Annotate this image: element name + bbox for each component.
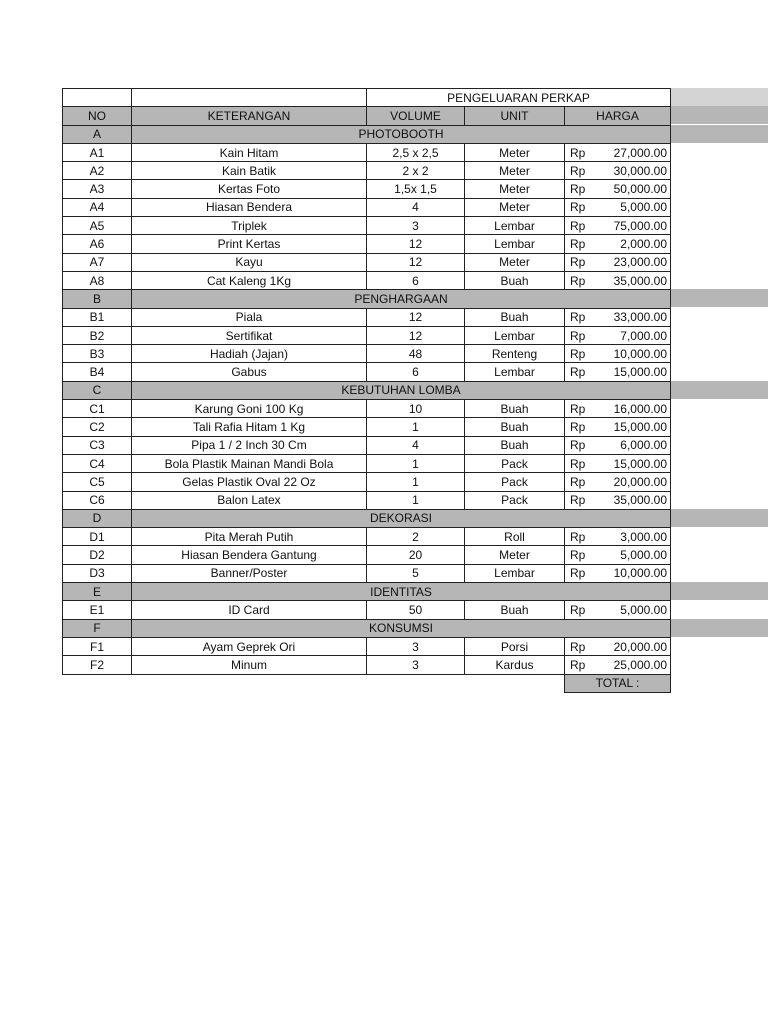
item-unit: Buah (465, 436, 565, 454)
item-volume: 20 (367, 546, 465, 564)
currency-label: Rp (565, 564, 595, 582)
currency-label: Rp (565, 546, 595, 564)
item-keterangan: Triplek (132, 217, 367, 235)
item-unit: Pack (465, 454, 565, 472)
item-no: B2 (63, 326, 132, 344)
item-volume: 1,5x 1,5 (367, 180, 465, 198)
item-no: F1 (63, 637, 132, 655)
item-volume: 12 (367, 308, 465, 326)
item-keterangan: Piala (132, 308, 367, 326)
total-blank-cell (63, 674, 565, 692)
currency-label: Rp (565, 656, 595, 674)
item-harga: 33,000.00 (595, 308, 671, 326)
item-keterangan: Pipa 1 / 2 Inch 30 Cm (132, 436, 367, 454)
section-row-extension (670, 619, 768, 637)
item-harga: 10,000.00 (595, 564, 671, 582)
item-harga: 15,000.00 (595, 454, 671, 472)
table-row (63, 235, 671, 253)
item-no: A1 (63, 143, 132, 161)
total-label: TOTAL : (565, 674, 671, 692)
table-row (63, 454, 671, 472)
table-row (63, 564, 671, 582)
item-no: A6 (63, 235, 132, 253)
item-keterangan: Balon Latex (132, 491, 367, 509)
item-no: A5 (63, 217, 132, 235)
item-no: B1 (63, 308, 132, 326)
section-code: F (63, 619, 132, 637)
item-volume: 4 (367, 198, 465, 216)
item-keterangan: Pita Merah Putih (132, 528, 367, 546)
item-no: E1 (63, 601, 132, 619)
item-harga: 10,000.00 (595, 345, 671, 363)
item-volume: 12 (367, 326, 465, 344)
currency-label: Rp (565, 308, 595, 326)
currency-label: Rp (565, 143, 595, 161)
table-row (63, 198, 671, 216)
item-harga: 27,000.00 (595, 143, 671, 161)
item-keterangan: Hadiah (Jajan) (132, 345, 367, 363)
item-volume: 1 (367, 473, 465, 491)
item-unit: Pack (465, 491, 565, 509)
expense-table (62, 88, 671, 693)
section-row-extension (670, 509, 768, 527)
table-row (63, 143, 671, 161)
item-harga: 3,000.00 (595, 528, 671, 546)
section-code: B (63, 290, 132, 308)
item-harga: 35,000.00 (595, 491, 671, 509)
header-harga: HARGA (565, 107, 671, 125)
item-keterangan: Sertifikat (132, 326, 367, 344)
item-unit: Buah (465, 418, 565, 436)
table-row (63, 363, 671, 381)
item-harga: 6,000.00 (595, 436, 671, 454)
section-row-extension (670, 125, 768, 143)
currency-label: Rp (565, 637, 595, 655)
item-keterangan: Hiasan Bendera (132, 198, 367, 216)
item-unit: Renteng (465, 345, 565, 363)
item-unit: Buah (465, 271, 565, 289)
section-row-extension (670, 381, 768, 399)
table-row (63, 400, 671, 418)
item-unit: Pack (465, 473, 565, 491)
total-row (63, 674, 671, 692)
item-unit: Buah (465, 400, 565, 418)
item-harga: 15,000.00 (595, 363, 671, 381)
currency-label: Rp (565, 198, 595, 216)
item-keterangan: Kertas Foto (132, 180, 367, 198)
item-keterangan: Cat Kaleng 1Kg (132, 271, 367, 289)
table-row (63, 418, 671, 436)
item-volume: 4 (367, 436, 465, 454)
item-harga: 75,000.00 (595, 217, 671, 235)
item-unit: Kardus (465, 656, 565, 674)
item-keterangan: Gelas Plastik Oval 22 Oz (132, 473, 367, 491)
item-unit: Lembar (465, 363, 565, 381)
section-row (63, 290, 671, 308)
currency-label: Rp (565, 217, 595, 235)
header-volume: VOLUME (367, 107, 465, 125)
table-row (63, 180, 671, 198)
item-unit: Lembar (465, 217, 565, 235)
item-unit: Roll (465, 528, 565, 546)
item-keterangan: Kain Hitam (132, 143, 367, 161)
item-no: D2 (63, 546, 132, 564)
item-keterangan: Minum (132, 656, 367, 674)
item-keterangan: Kain Batik (132, 162, 367, 180)
item-no: D3 (63, 564, 132, 582)
item-unit: Meter (465, 162, 565, 180)
item-harga: 16,000.00 (595, 400, 671, 418)
header-no: NO (63, 107, 132, 125)
header-keterangan: KETERANGAN (132, 107, 367, 125)
item-harga: 20,000.00 (595, 637, 671, 655)
header-row-extension (670, 106, 768, 124)
item-harga: 20,000.00 (595, 473, 671, 491)
item-volume: 3 (367, 656, 465, 674)
item-keterangan: Bola Plastik Mainan Mandi Bola (132, 454, 367, 472)
item-volume: 2 x 2 (367, 162, 465, 180)
currency-label: Rp (565, 454, 595, 472)
item-no: B4 (63, 363, 132, 381)
item-keterangan: Print Kertas (132, 235, 367, 253)
table-row (63, 601, 671, 619)
item-unit: Buah (465, 601, 565, 619)
title-row-extension (670, 88, 768, 106)
item-harga: 25,000.00 (595, 656, 671, 674)
table-row (63, 436, 671, 454)
item-no: A4 (63, 198, 132, 216)
currency-label: Rp (565, 491, 595, 509)
item-volume: 2 (367, 528, 465, 546)
currency-label: Rp (565, 180, 595, 198)
item-keterangan: Banner/Poster (132, 564, 367, 582)
item-keterangan: ID Card (132, 601, 367, 619)
section-name: KONSUMSI (132, 619, 671, 637)
item-volume: 1 (367, 418, 465, 436)
item-harga: 7,000.00 (595, 326, 671, 344)
section-name: DEKORASI (132, 509, 671, 527)
item-unit: Meter (465, 253, 565, 271)
currency-label: Rp (565, 326, 595, 344)
table-row (63, 656, 671, 674)
section-row (63, 509, 671, 527)
item-no: A3 (63, 180, 132, 198)
title-row (63, 89, 671, 107)
item-unit: Meter (465, 143, 565, 161)
table-row (63, 528, 671, 546)
item-keterangan: Hiasan Bendera Gantung (132, 546, 367, 564)
item-no: F2 (63, 656, 132, 674)
currency-label: Rp (565, 601, 595, 619)
table-row (63, 326, 671, 344)
section-row-extension (670, 289, 768, 307)
item-harga: 5,000.00 (595, 198, 671, 216)
item-harga: 23,000.00 (595, 253, 671, 271)
item-volume: 50 (367, 601, 465, 619)
item-volume: 10 (367, 400, 465, 418)
item-unit: Lembar (465, 564, 565, 582)
table-row (63, 345, 671, 363)
table-row (63, 473, 671, 491)
item-unit: Porsi (465, 637, 565, 655)
section-name: IDENTITAS (132, 583, 671, 601)
table-row (63, 546, 671, 564)
item-unit: Meter (465, 180, 565, 198)
section-row (63, 583, 671, 601)
section-row (63, 125, 671, 143)
currency-label: Rp (565, 436, 595, 454)
currency-label: Rp (565, 528, 595, 546)
item-no: A7 (63, 253, 132, 271)
item-volume: 2,5 x 2,5 (367, 143, 465, 161)
item-unit: Lembar (465, 326, 565, 344)
item-volume: 6 (367, 363, 465, 381)
item-harga: 50,000.00 (595, 180, 671, 198)
item-volume: 12 (367, 235, 465, 253)
header-row (63, 107, 671, 125)
section-row (63, 619, 671, 637)
item-volume: 3 (367, 217, 465, 235)
item-no: C1 (63, 400, 132, 418)
currency-label: Rp (565, 400, 595, 418)
section-name: PENGHARGAAN (132, 290, 671, 308)
item-harga: 5,000.00 (595, 546, 671, 564)
item-keterangan: Gabus (132, 363, 367, 381)
item-harga: 30,000.00 (595, 162, 671, 180)
item-unit: Buah (465, 308, 565, 326)
item-unit: Lembar (465, 235, 565, 253)
item-unit: Meter (465, 198, 565, 216)
item-no: A2 (63, 162, 132, 180)
item-no: A8 (63, 271, 132, 289)
item-harga: 5,000.00 (595, 601, 671, 619)
section-code: D (63, 509, 132, 527)
item-keterangan: Kayu (132, 253, 367, 271)
item-unit: Meter (465, 546, 565, 564)
item-volume: 48 (367, 345, 465, 363)
table-row (63, 637, 671, 655)
section-name: PHOTOBOOTH (132, 125, 671, 143)
currency-label: Rp (565, 253, 595, 271)
item-volume: 1 (367, 454, 465, 472)
table-row (63, 491, 671, 509)
item-harga: 35,000.00 (595, 271, 671, 289)
item-harga: 15,000.00 (595, 418, 671, 436)
table-row (63, 253, 671, 271)
currency-label: Rp (565, 235, 595, 253)
table-row (63, 308, 671, 326)
currency-label: Rp (565, 345, 595, 363)
currency-label: Rp (565, 271, 595, 289)
currency-label: Rp (565, 418, 595, 436)
header-unit: UNIT (465, 107, 565, 125)
table-row (63, 271, 671, 289)
table-title: PENGELUARAN PERKAP (367, 89, 671, 107)
currency-label: Rp (565, 162, 595, 180)
item-no: B3 (63, 345, 132, 363)
item-keterangan: Tali Rafia Hitam 1 Kg (132, 418, 367, 436)
item-no: D1 (63, 528, 132, 546)
currency-label: Rp (565, 473, 595, 491)
item-volume: 5 (367, 564, 465, 582)
table-row (63, 162, 671, 180)
item-no: C4 (63, 454, 132, 472)
item-no: C2 (63, 418, 132, 436)
item-keterangan: Ayam Geprek Ori (132, 637, 367, 655)
item-volume: 3 (367, 637, 465, 655)
table-row (63, 217, 671, 235)
title-blank-cell (132, 89, 367, 107)
section-code: E (63, 583, 132, 601)
item-no: C3 (63, 436, 132, 454)
item-no: C6 (63, 491, 132, 509)
item-volume: 1 (367, 491, 465, 509)
currency-label: Rp (565, 363, 595, 381)
section-row (63, 381, 671, 399)
section-code: C (63, 381, 132, 399)
item-volume: 12 (367, 253, 465, 271)
item-no: C5 (63, 473, 132, 491)
title-blank-cell (63, 89, 132, 107)
section-name: KEBUTUHAN LOMBA (132, 381, 671, 399)
item-volume: 6 (367, 271, 465, 289)
section-code: A (63, 125, 132, 143)
section-row-extension (670, 582, 768, 600)
item-keterangan: Karung Goni 100 Kg (132, 400, 367, 418)
item-harga: 2,000.00 (595, 235, 671, 253)
